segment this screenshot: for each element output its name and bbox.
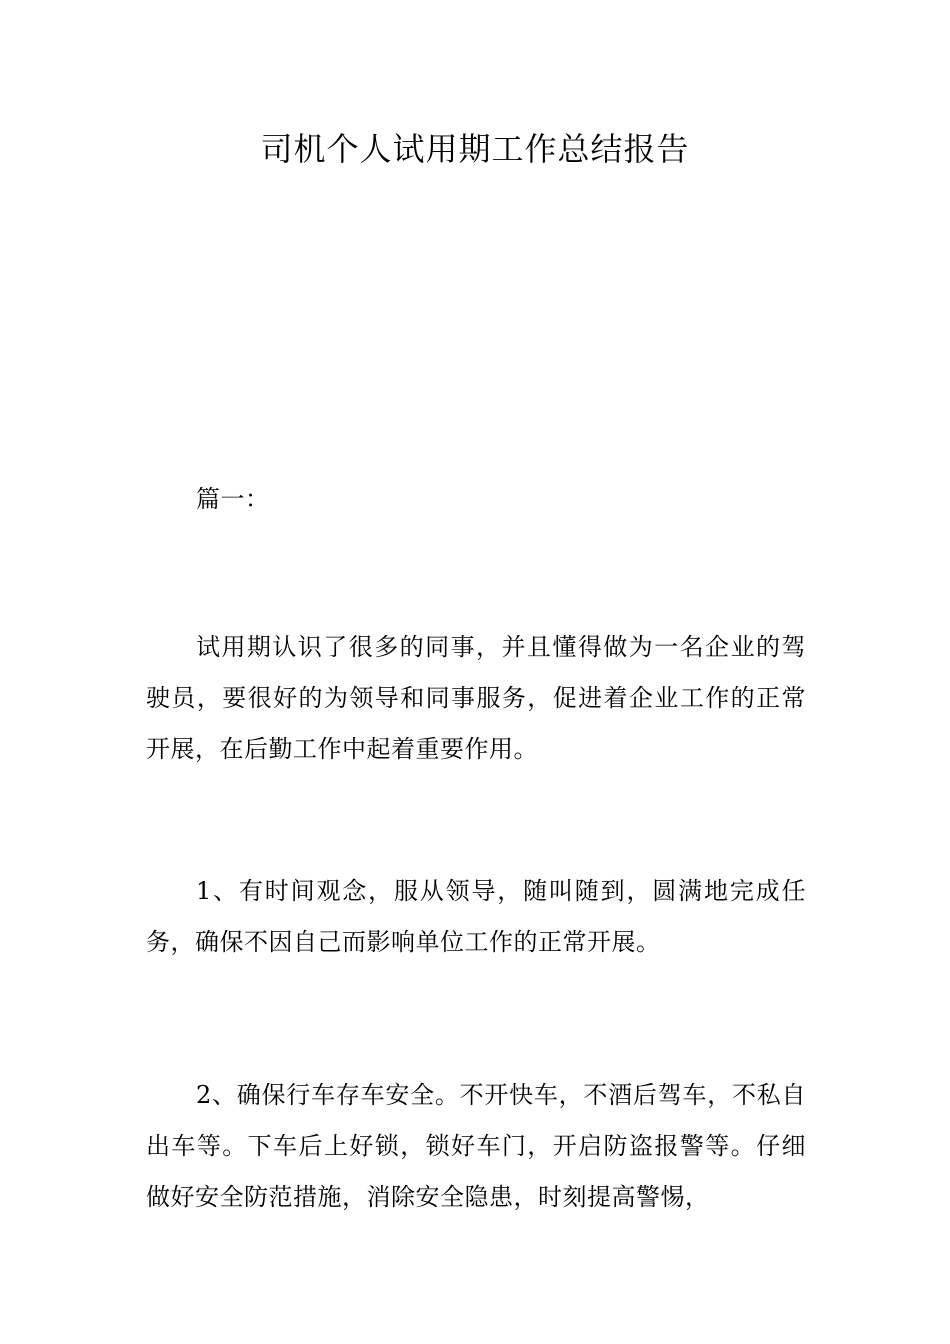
document-title: 司机个人试用期工作总结报告 (260, 130, 690, 168)
paragraph-item-1: 1、有时间观念，服从领导，随叫随到，圆满地完成任务，确保不因自己而影响单位工作的正常开展。 (146, 877, 806, 956)
paragraph-item-2: 2、确保行车存车安全。不开快车，不酒后驾车，不私自出车等。下车后上好锁，锁好车门，开启防盗报警等。仔细做好安全防范措施，消除安全隐患，时刻提高警惕， (146, 1081, 806, 1211)
section-label: 篇一： (196, 485, 270, 513)
paragraph-intro: 试用期认识了很多的同事，并且懂得做为一名企业的驾驶员，要很好的为领导和同事服务，促进着企业工作的正常开展，在后勤工作中起着重要作用。 (146, 633, 806, 763)
